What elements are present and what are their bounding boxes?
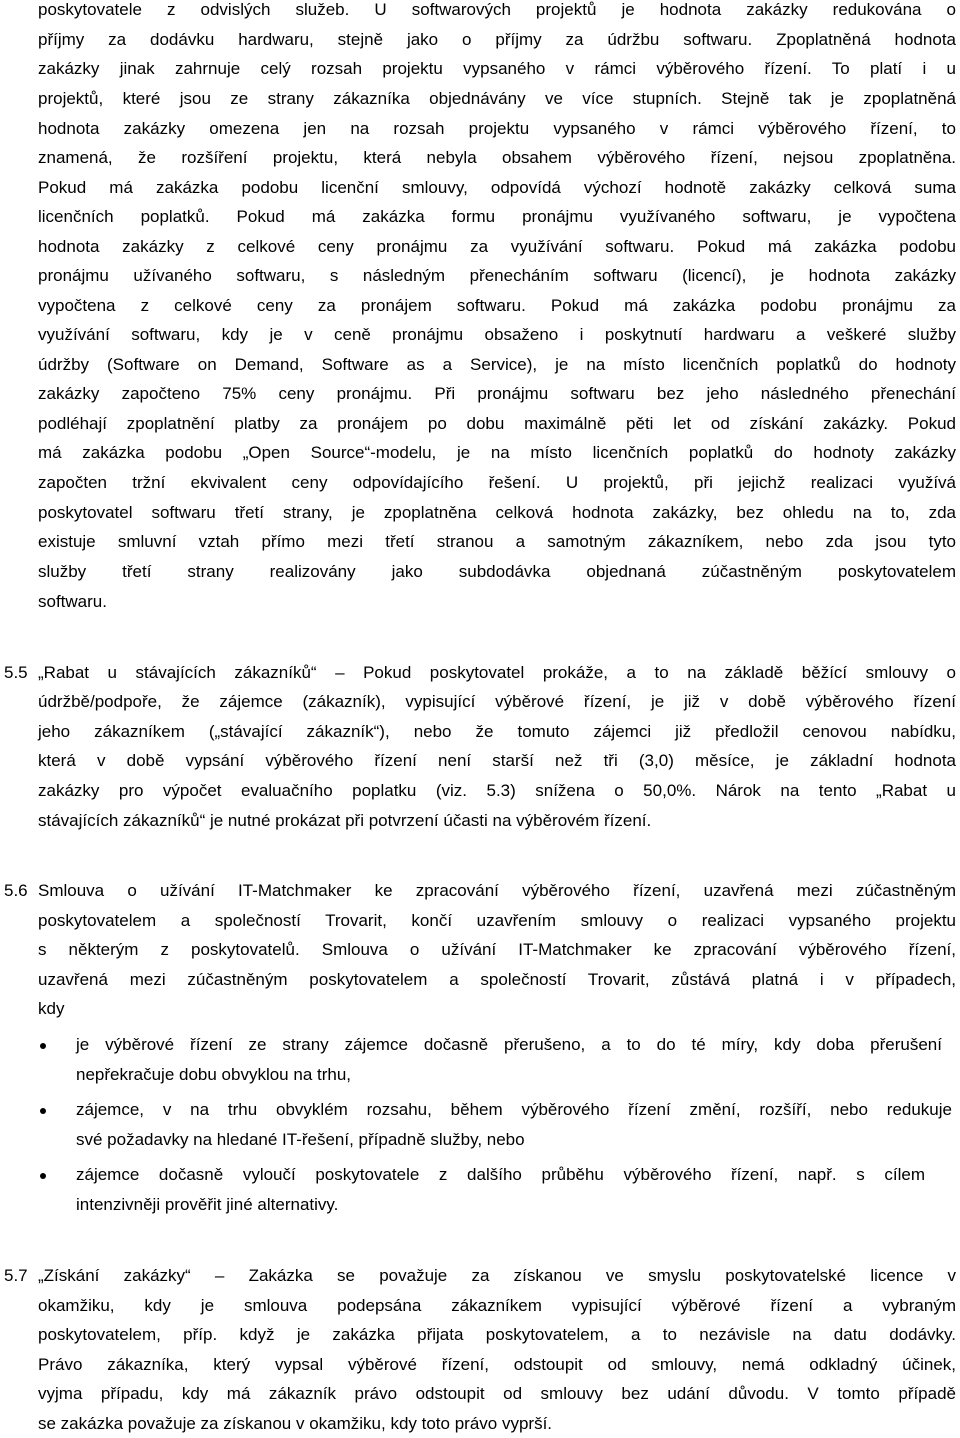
text-line: své požadavky na hledané IT-řešení, případně služby, nebo: [76, 1130, 525, 1149]
section-number: 5.5: [4, 663, 28, 682]
text-line: poskytovatele z odvislých služeb. U softwarových projektů je hodnota zakázky redukována o: [38, 0, 956, 19]
text-line: která v době vypsání výběrového řízení není starší než tři (3,0) měsíce, je základní hodnota: [38, 751, 956, 770]
section-number: 5.6: [4, 881, 28, 900]
bullet-icon: [40, 1173, 46, 1179]
text-line: s některým z poskytovatelů. Smlouva o užívání IT-Matchmaker ke zpracování výběrového řízení,: [38, 940, 956, 959]
text-line: poskytovatel softwaru třetí strany, je zpoplatněna celková hodnota zakázky, bez ohledu na to, zda: [38, 503, 956, 522]
text-line: poskytovatelem a společností Trovarit, končí uzavřením smlouvy o realizaci vypsaného projektu: [38, 911, 956, 930]
text-line: započten tržní ekvivalent ceny odpovídajícího řešení. U projektů, při jejichž realizaci využívá: [38, 473, 956, 492]
bullet-icon: [40, 1108, 46, 1114]
text-line: „Získání zakázky“ – Zakázka se považuje za získanou ve smyslu poskytovatelské licence v: [38, 1266, 956, 1285]
section-number: 5.7: [4, 1266, 28, 1285]
text-line: kdy: [38, 999, 65, 1018]
text-line: se zakázka považuje za získanou v okamžiku, kdy toto právo vyprší.: [38, 1414, 553, 1433]
text-line: údržbě/podpoře, že zájemce (zákazník), vypisující výběrové řízení, je již v době výběrového řízení: [38, 692, 956, 711]
text-line: zakázky jinak zahrnuje celý rozsah projektu vypsaného v rámci výběrového řízení. To platí i u: [38, 59, 956, 78]
text-line: služby třetí strany realizovány jako subdodávka objednaná zúčastněným poskytovatelem: [38, 562, 956, 581]
text-line: využívání softwaru, kdy je v ceně pronájmu obsaženo i poskytnutí hardwaru a veškeré služby: [38, 325, 956, 344]
text-line: softwaru.: [38, 592, 107, 611]
text-line: zakázky započteno 75% ceny pronájmu. Při pronájmu softwaru bez jeho následného přenechání: [38, 384, 956, 403]
text-line: Pokud má zakázka podobu licenční smlouvy, odpovídá výchozí hodnotě zakázky celková suma: [38, 178, 956, 197]
text-line: zakázky pro výpočet evaluačního poplatku (viz. 5.3) snížena o 50,0%. Nárok na tento „Rabat u: [38, 781, 956, 800]
text-line: je výběrové řízení ze strany zájemce dočasně přerušeno, a to do té míry, kdy doba přerušení: [76, 1035, 942, 1054]
text-line: hodnota zakázky z celkové ceny pronájmu za využívání softwaru. Pokud má zakázka podobu: [38, 237, 956, 256]
text-line: uzavřená mezi zúčastněným poskytovatelem a společností Trovarit, zůstává platná i v případech,: [38, 970, 956, 989]
text-line: poskytovatelem, příp. když je zakázka přijata poskytovatelem, a to nezávisle na datu dodávky.: [38, 1325, 956, 1344]
text-line: Smlouva o užívání IT-Matchmaker ke zpracování výběrového řízení, uzavřená mezi zúčastněným: [38, 881, 956, 900]
text-line: příjmy za dodávku hardwaru, stejně jako o příjmy za údržbu softwaru. Zpoplatněná hodnota: [38, 30, 956, 49]
text-line: nepřekračuje dobu obvyklou na trhu,: [76, 1065, 352, 1084]
text-line: „Rabat u stávajících zákazníků“ – Pokud poskytovatel prokáže, a to na základě běžící smlouvy o: [38, 663, 956, 682]
text-line: licenčních poplatků. Pokud má zakázka formu pronájmu využívaného softwaru, je vypočtena: [38, 207, 956, 226]
text-line: zájemce, v na trhu obvyklém rozsahu, během výběrového řízení změní, rozšíří, nebo redukuje: [76, 1100, 952, 1119]
text-line: zájemce dočasně vyloučí poskytovatele z dalšího průběhu výběrového řízení, např. s cílem: [76, 1165, 925, 1184]
text-line: má zakázka podobu „Open Source“-modelu, je na místo licenčních poplatků do hodnoty zakázky: [38, 443, 956, 462]
text-line: vypočtena z celkové ceny za pronájem softwaru. Pokud má zakázka podobu pronájmu za: [38, 296, 956, 315]
text-line: znamená, že rozšíření projektu, která nebyla obsahem výběrového řízení, nejsou zpoplatněna.: [38, 148, 956, 167]
text-line: stávajících zákazníků“ je nutné prokázat při potvrzení účasti na výběrovém řízení.: [38, 811, 652, 830]
bullet-icon: [40, 1043, 46, 1049]
text-line: okamžiku, kdy je smlouva podepsána zákazníkem vypisující výběrové řízení a vybraným: [38, 1296, 956, 1315]
text-line: intenzivněji prověřit jiné alternativy.: [76, 1195, 339, 1214]
text-line: údržby (Software on Demand, Software as a Service), je na místo licenčních poplatků do hodnoty: [38, 355, 956, 374]
text-line: jeho zákazníkem („stávající zákazník“), nebo že tomuto zájemci již předložil cenovou nabídku,: [38, 722, 956, 741]
text-line: vyjma případu, kdy má zákazník právo odstoupit od smlouvy bez udání důvodu. V tomto případě: [38, 1384, 956, 1403]
text-line: existuje smluvní vztah přímo mezi třetí stranou a samotným zákazníkem, nebo zda jsou tyto: [38, 532, 956, 551]
text-line: podléhají zpoplatnění platby za pronájem po dobu maximálně pěti let od získání zakázky. Pokud: [38, 414, 956, 433]
text-line: projektů, které jsou ze strany zákazníka objednávány ve více stupních. Stejně tak je zpoplatněná: [38, 89, 956, 108]
text-line: Právo zákazníka, který vypsal výběrové řízení, odstoupit od smlouvy, nemá odkladný účinek,: [38, 1355, 956, 1374]
text-line: pronájmu užívaného softwaru, s následným přenecháním softwaru (licencí), je hodnota zakázky: [38, 266, 956, 285]
text-line: hodnota zakázky omezena jen na rozsah projektu vypsaného v rámci výběrového řízení, to: [38, 119, 956, 138]
